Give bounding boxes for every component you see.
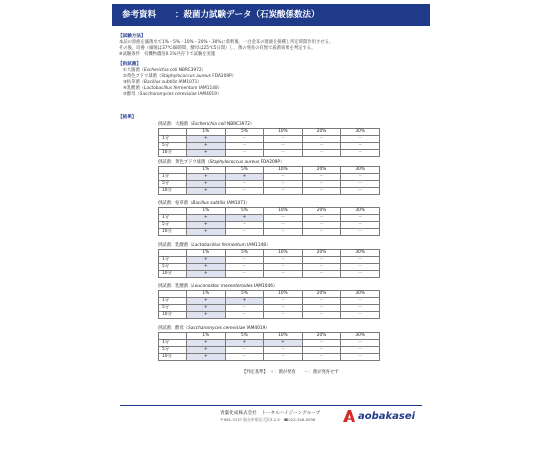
result-cell: － [341,347,380,354]
result-cell: － [302,298,341,305]
strain-item: ④乳酸菌（Lactobacillus fermentum IAM1148） [123,86,222,91]
result-cell: + [187,271,226,278]
result-cell: － [264,181,303,188]
judgement-legend: 【判定基準】 ＋：菌が発育 －：菌が発育せず [242,370,339,375]
table-row [159,264,380,271]
strain-number: ④ [123,86,127,91]
strain-scientific-name: Saccharomyces cerevisiae [139,92,197,97]
strain-scientific-name: Bacillus subtilis [144,80,178,85]
table-row [159,215,380,222]
company-logo [342,408,415,424]
result-cell: + [187,181,226,188]
result-table-block [158,242,380,278]
strain-japanese-name: 大腸菌 [126,68,140,73]
result-cell: + [225,340,264,347]
result-cell: － [225,312,264,319]
result-cell: + [187,188,226,195]
column-header: 10% [264,167,303,174]
strain-japanese-name: 乳酸菌 [126,86,140,91]
table-row [159,340,380,347]
result-cell: － [341,271,380,278]
strain-item: ①大腸菌（Escherichia coli NBRC3972） [123,68,206,73]
result-cell: － [302,136,341,143]
result-cell: － [225,143,264,150]
result-cell: － [302,257,341,264]
result-cell: － [302,347,341,354]
column-header: 1% [187,250,226,257]
result-cell: － [302,174,341,181]
result-cell: － [225,222,264,229]
result-cell: － [302,181,341,188]
result-cell: － [264,222,303,229]
result-cell: － [341,229,380,236]
caption-scientific-name: Staphylococcus aureus [209,160,260,165]
strain-japanese-name: 酵母 [126,92,136,97]
column-header: 30% [341,167,380,174]
column-header: 30% [341,129,380,136]
caption-prefix: 供試菌：酵母（ [158,326,189,331]
result-cell: + [187,136,226,143]
caption-prefix: 供試菌：乳酸菌（ [158,284,193,289]
column-header [159,250,187,257]
table-header-row [159,208,380,215]
result-table-caption [158,121,380,128]
row-time-label: 5分 [159,264,187,271]
table-row [159,257,380,264]
row-time-label: 1分 [159,298,187,305]
strain-item: ③枯草菌（Bacillus subtilis IAM1071） [123,80,202,85]
result-cell: － [341,215,380,222]
column-header: 30% [341,291,380,298]
column-header: 10% [264,291,303,298]
result-cell: － [225,136,264,143]
result-cell: － [225,229,264,236]
result-cell: － [302,271,341,278]
column-header: 1% [187,167,226,174]
result-table-caption [158,283,380,290]
column-header: 10% [264,208,303,215]
result-cell: － [341,150,380,157]
result-cell: + [187,340,226,347]
row-time-label: 1分 [159,174,187,181]
caption-suffix: IAM4019） [245,326,270,331]
column-header: 1% [187,291,226,298]
column-header: 1% [187,129,226,136]
table-row [159,298,380,305]
column-header: 5% [225,208,264,215]
column-header: 5% [225,129,264,136]
strain-scientific-name: Escherichia coli [144,68,178,73]
result-table-caption [158,200,380,207]
table-row [159,174,380,181]
strain-code: IAM1148 [198,86,218,91]
caption-suffix: IAM1071） [225,201,250,206]
column-header: 20% [302,208,341,215]
document-page [112,4,430,445]
result-cell: + [187,229,226,236]
result-cell: － [225,347,264,354]
result-cell: + [225,298,264,305]
result-table-block [158,159,380,195]
table-row [159,271,380,278]
result-cell: + [187,354,226,361]
table-row [159,222,380,229]
row-time-label: 1分 [159,257,187,264]
caption-suffix: IAM1046） [252,284,278,289]
result-cell: － [264,143,303,150]
column-header: 30% [341,250,380,257]
method-heading: 【試験方法】 [118,34,146,39]
result-cell: － [302,222,341,229]
row-time-label: 5分 [159,305,187,312]
result-cell: － [341,181,380,188]
result-cell: － [302,264,341,271]
result-cell: － [341,340,380,347]
row-time-label: 5分 [159,222,187,229]
result-cell: － [341,143,380,150]
row-time-label: 5分 [159,347,187,354]
result-table-block [158,283,380,319]
result-cell: － [225,150,264,157]
result-cell: － [341,222,380,229]
result-cell: － [264,174,303,181]
result-cell: － [225,354,264,361]
footer-divider [120,405,422,406]
column-header: 5% [225,167,264,174]
result-cell: + [187,347,226,354]
strains-heading: 【供試菌】 [118,62,141,67]
result-cell: － [341,136,380,143]
strain-item: ②黄色ブドウ球菌（Staphylococcus aureus FDA209P） [123,74,236,79]
row-time-label: 10分 [159,229,187,236]
column-header [159,291,187,298]
row-time-label: 5分 [159,143,187,150]
strain-number: ② [123,74,127,79]
strain-number: ③ [123,80,127,85]
result-cell: － [341,188,380,195]
result-cell: － [264,312,303,319]
result-cell: － [341,298,380,305]
table-header-row [159,333,380,340]
company-name: 青葉化成株式会社 トータルハイジーングループ [220,411,321,416]
strain-japanese-name: 枯草菌 [126,80,140,85]
result-cell: － [302,150,341,157]
document-tag: 参考資料 [122,10,157,20]
strain-scientific-name: Lactobacillus fermentum [144,86,198,91]
caption-prefix: 供試菌：大腸菌（ [158,122,193,127]
result-table [158,128,380,157]
column-header: 5% [225,250,264,257]
strain-number: ⑤ [123,92,127,97]
table-row [159,312,380,319]
row-time-label: 1分 [159,340,187,347]
row-time-label: 5分 [159,181,187,188]
result-table [158,290,380,319]
caption-scientific-name: Leuconostoc mesenteroides [192,284,253,289]
caption-scientific-name: Bacillus subtilis [192,201,226,206]
result-cell: － [264,305,303,312]
page-title: ：殺菌力試験データ（石炭酸係数法） [175,10,320,20]
result-table [158,249,380,278]
table-row [159,354,380,361]
caption-scientific-name: Escherichia coli [192,122,226,127]
column-header: 20% [302,167,341,174]
result-cell: + [264,340,303,347]
row-time-label: 10分 [159,271,187,278]
title-banner [112,4,430,26]
table-row [159,181,380,188]
result-cell: + [187,298,226,305]
column-header: 30% [341,333,380,340]
result-cell: － [302,354,341,361]
row-time-label: 1分 [159,215,187,222]
strain-code: NBRC3972 [178,68,202,73]
caption-suffix: FDA209P） [259,160,285,165]
table-row [159,150,380,157]
table-header-row [159,167,380,174]
strain-code: FDA209P [212,74,232,79]
results-heading: 【結果】 [118,115,137,120]
result-cell: － [264,215,303,222]
result-cell: － [264,354,303,361]
table-header-row [159,291,380,298]
company-address: 〒981-3137 仙台市泉区大沢3-2-5 ☎022-346-0096 [220,417,316,422]
table-row [159,229,380,236]
result-cell: － [302,215,341,222]
column-header: 20% [302,129,341,136]
column-header: 1% [187,333,226,340]
strain-item: ⑤酵母（Saccharomyces cerevisiae IAM4019） [123,92,222,97]
result-cell: － [264,257,303,264]
table-row [159,347,380,354]
table-header-row [159,129,380,136]
row-time-label: 10分 [159,354,187,361]
result-cell: + [187,150,226,157]
column-header [159,129,187,136]
result-cell: + [187,257,226,264]
result-cell: + [225,215,264,222]
result-cell: － [302,188,341,195]
strain-japanese-name: 黄色ブドウ球菌 [126,74,157,79]
method-line-2: その後、培養（細菌は37℃48時間、酵母は25℃5日間）し、菌の発育の有無で殺菌効果を判定する。 [119,46,316,51]
column-header: 30% [341,208,380,215]
row-time-label: 1分 [159,136,187,143]
column-header: 10% [264,333,303,340]
table-row [159,305,380,312]
result-table-block [158,200,380,236]
result-cell: － [264,264,303,271]
row-time-label: 10分 [159,150,187,157]
column-header: 5% [225,291,264,298]
result-table-caption [158,325,380,332]
result-cell: + [225,174,264,181]
column-header: 20% [302,333,341,340]
result-cell: + [187,174,226,181]
result-cell: － [341,174,380,181]
column-header [159,208,187,215]
column-header [159,167,187,174]
caption-prefix: 供試菌：乳酸菌（ [158,243,193,248]
column-header: 1% [187,208,226,215]
result-cell: + [187,264,226,271]
result-table-caption [158,242,380,249]
result-cell: － [302,312,341,319]
caption-suffix: NBRC3972） [225,122,255,127]
result-cell: － [341,305,380,312]
result-cell: － [341,257,380,264]
result-cell: － [264,188,303,195]
method-line-3: ※試験条件 有機物濃度0.1%共存下で試験を実施 [119,52,216,57]
caption-scientific-name: Saccharomyces cerevisiae [188,326,246,331]
result-table-block [158,325,380,361]
table-header-row [159,250,380,257]
table-row [159,143,380,150]
caption-suffix: IAM1148） [245,243,271,248]
result-cell: － [264,229,303,236]
result-cell: － [302,340,341,347]
result-cell: － [302,305,341,312]
column-header: 10% [264,250,303,257]
result-table-block [158,121,380,157]
column-header: 10% [264,129,303,136]
result-table [158,166,380,195]
table-row [159,136,380,143]
result-cell: － [225,271,264,278]
caption-prefix: 供試菌：黄色ブドウ球菌（ [158,160,210,165]
result-cell: + [187,222,226,229]
result-cell: － [341,312,380,319]
method-line-1: 本品の原液を滅菌水で1%・5%・10%・20%・30%に希釈後、一白金耳の菌液を接種し所定時間作用させる。 [119,40,334,45]
column-header: 5% [225,333,264,340]
result-cell: － [264,271,303,278]
result-cell: － [225,181,264,188]
strain-code: IAM1071 [178,80,198,85]
result-cell: － [341,354,380,361]
result-cell: － [225,305,264,312]
logo-wordmark: aobakasei [358,410,416,422]
result-cell: － [341,264,380,271]
row-time-label: 10分 [159,312,187,319]
result-cell: + [187,215,226,222]
caption-prefix: 供試菌：枯草菌（ [158,201,193,206]
result-cell: － [302,229,341,236]
result-cell: － [225,264,264,271]
logo-mark-icon [342,409,356,423]
table-row [159,188,380,195]
result-cell: － [264,150,303,157]
result-table-caption [158,159,380,166]
result-cell: － [225,188,264,195]
result-cell: + [187,312,226,319]
column-header [159,333,187,340]
strain-scientific-name: Staphylococcus aureus [161,74,211,79]
result-cell: + [187,305,226,312]
result-cell: － [302,143,341,150]
strain-code: IAM4019 [198,92,218,97]
result-cell: － [264,347,303,354]
result-cell: － [264,136,303,143]
caption-scientific-name: Lactobacillus fermentum [192,243,246,248]
result-cell: － [225,257,264,264]
row-time-label: 10分 [159,188,187,195]
column-header: 20% [302,291,341,298]
result-table [158,332,380,361]
result-table [158,207,380,236]
result-cell: － [264,298,303,305]
column-header: 20% [302,250,341,257]
result-cell: + [187,143,226,150]
strain-number: ① [123,68,127,73]
